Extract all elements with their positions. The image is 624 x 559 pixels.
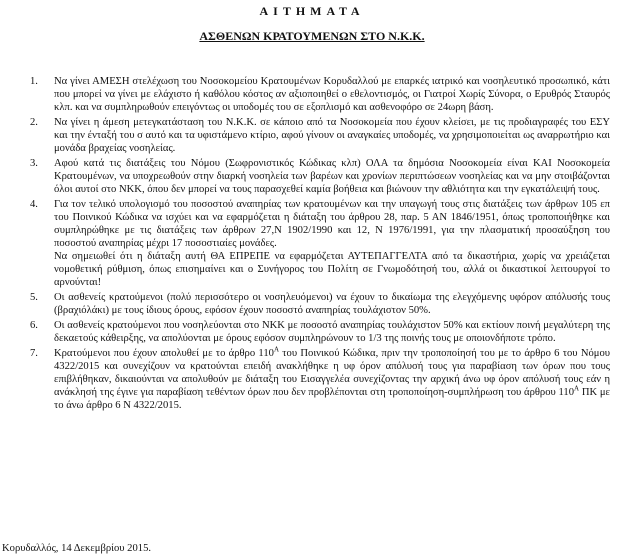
superscript: Α — [273, 345, 279, 354]
item-note: Να σημειωθεί ότι η διάταξη αυτή ΘΑ ΕΠΡΕΠΕ να εφαρμόζεται ΑΥΤΕΠΑΓΓΕΛΤΑ από τα δικαστήρια, χωρίς να χρειάζεται νομοθετική ρύθμιση, όπως επισημαίνει και ο Συνήγορος του Πολίτη σε Γνωμοδότησή του, αλλά οι δικαστικοί λειτουργοί το αρνούνται! — [54, 251, 610, 288]
item-text: Οι ασθενείς κρατούμενοι (πολύ περισσότερο οι νοσηλευόμενοι) να έχουν το δικαίωμα της ελεγχόμενης υφόρον απόλυσής τους (βραχιόλάκι) με τους ίδιους όρους, εφόσον έχουν ποσοστό αναπηρίας τουλάχιστον 50%. — [54, 292, 610, 316]
item-text: Για τον τελικό υπολογισμό του ποσοστού αναπηρίας των κρατουμένων και την υπαγωγή τους στις διατάξεις των άρθρων 105 επ του Ποινικού Κώδικα να ισχύει και να εφαρμόζεται η διάταξη του άρθρου 28, παρ. 5 ΑΝ 1846/1951, όπως τροποποιήθηκε και συμπληρώθηκε με τις διατάξεις των άρθρων 27,Ν 1902/1990 και 12, Ν 1976/1991, για την πλασματική προσαύξηση του ποσοστού αναπηρίας μέχρι 17 ποσοστιαίες μονάδες. — [54, 199, 610, 249]
list-item — [30, 116, 610, 155]
list-item — [30, 157, 610, 196]
list-item — [30, 198, 610, 289]
list-item — [30, 347, 610, 412]
document-title: ΑΙΤΗΜΑΤΑ — [259, 4, 365, 18]
list-item — [30, 319, 610, 345]
item-number: 5. — [30, 292, 38, 303]
item-text: Αφού κατά τις διατάξεις του Νόμου (Σωφρονιστικός Κώδικας κλπ) ΟΛΑ τα δημόσια Νοσοκομεία είναι ΚΑΙ Νοσοκομεία Κρατουμένων, να υποχρεωθούν στην διαρκή νοσηλεία των βαρέων και χρονίων περιπτώσεων νοσηλείας και να μην στοιβάζονται όλοι αυτοί στο ΝΚΚ, όπου δεν μπορεί να τους παρασχεθεί καμία βοήθεια και βιώνουν την αθλιότητα και την εγκατάλειψή τους. — [54, 158, 610, 195]
list-item — [30, 75, 610, 114]
document-subtitle: ΑΣΘΕΝΩΝ ΚΡΑΤΟΥΜΕΝΩΝ ΣΤΟ Ν.Κ.Κ. — [199, 29, 425, 43]
item-text: Να γίνει ΑΜΕΣΗ στελέχωση του Νοσοκομείου Κρατουμένων Κορυδαλλού με επαρκές ιατρικό και νοσηλευτικό προσωπικό, κάτι που μπορεί να γίνει με ελάχιστο ή καθόλου κόστος αν αξιοποιηθεί ο εθελοντισμός, οι Γιατροί Χωρίς Σύνορα, ο Ερυθρός Σταυρός κλπ. και να συμπληρωθούν επειγόντως οι υποδομές του σε εξοπλισμό και ασθενοφόρο σε 24ωρη βάση. — [54, 76, 610, 113]
item-number: 2. — [30, 117, 38, 128]
list-item — [30, 291, 610, 317]
demands-list — [30, 75, 610, 414]
item-number: 3. — [30, 158, 38, 169]
item-text — [54, 347, 610, 412]
item-text: Οι ασθενείς κρατούμενοι που νοσηλεύονται στο ΝΚΚ με ποσοστό αναπηρίας τουλάχιστον 50% και εκτίουν ποινή μεγαλύτερη της δεκαετούς κάθειρξης, να απολύονται με όρους εφόσον συμπληρώνουν το 1/3 της ποινής τους με οποιονδήποτε τρόπο. — [54, 320, 610, 344]
item-number: 4. — [30, 199, 38, 210]
item-text-part: ΠΚ με το άνω άρθρο 6 Ν 4322/2015. — [54, 387, 610, 411]
superscript: Α — [574, 384, 580, 393]
item-number: 1. — [30, 76, 38, 87]
item-text-part: Κρατούμενοι που έχουν απολυθεί με το άρθρο 110 — [54, 348, 274, 359]
item-text-part: του Ποινικού Κώδικα, πριν την τροποποίησή του με το άρθρο 6 του Νόμου 4322/2015 και συνεχίζουν να κρατούνται επειδή ανακλήθηκε η υφ όρον απόλυσή τους για παραβίαση των όρων που τους επιβλήθηκαν, δικαιούνται να απολυθούν με διάταξη του Εισαγγελέα συνεχίζοντας την αρχική άνω υφ όρον απόλυσή τους εάν η ανάκλησή της έγινε για παραβίαση τεθέντων όρων που δεν προβλέπονται στη τροποποίηση-συμπλήρωση του άρθρου 110 — [54, 348, 610, 398]
item-number: 7. — [30, 348, 38, 359]
document-footer-date: Κορυδαλλός, 14 Δεκεμβρίου 2015. — [2, 543, 152, 554]
item-text: Να γίνει η άμεση μετεγκατάσταση του Ν.Κ.Κ. σε κάποιο από τα Νοσοκομεία που έχουν κλείσει, με τις προδιαγραφές του ΕΣΥ και την ένταξή του σ αυτό και τα υφιστάμενο κτίριο, αφού γίνουν οι αναγκαίες υποδομές, να χρησιμοποιείται ως αναρρωτήριο και μονάδα βραχείας νοσηλείας. — [54, 117, 610, 154]
item-number: 6. — [30, 320, 38, 331]
